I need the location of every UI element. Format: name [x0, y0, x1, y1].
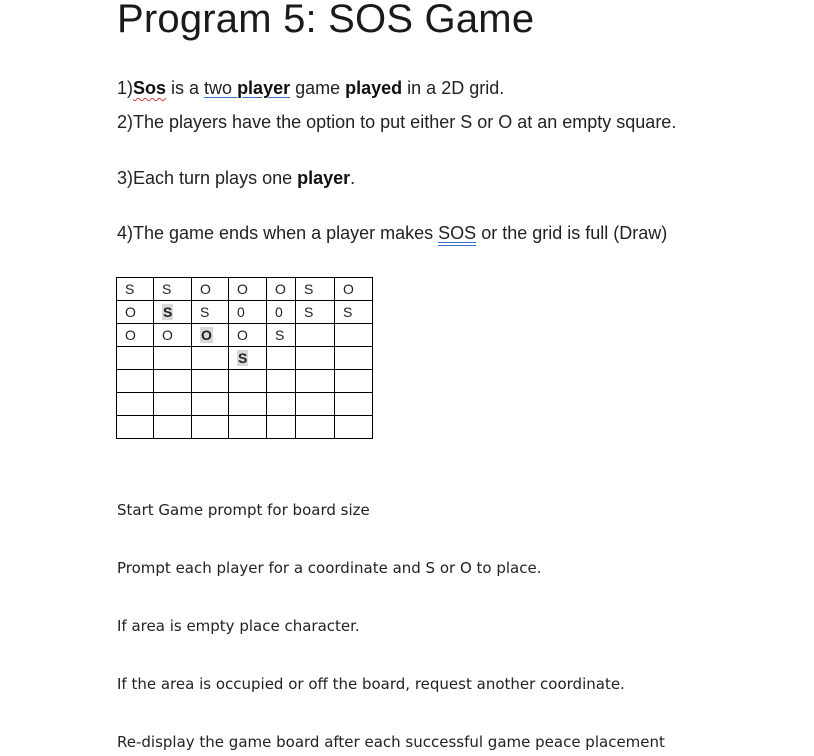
board-cell — [229, 347, 267, 370]
board-cell — [154, 370, 192, 393]
rule-4-sos: SOS — [438, 223, 477, 243]
rule-2: 2)The players have the option to put either S or O at an empty square. — [117, 112, 677, 132]
board-cell — [335, 301, 373, 324]
board-cell — [335, 416, 373, 439]
board-cell — [335, 393, 373, 416]
rule-1-player: player — [237, 78, 291, 98]
rule-1-text-a: is a — [166, 78, 205, 98]
board-cell — [117, 416, 154, 439]
board-cell — [192, 324, 229, 347]
board-cell — [296, 416, 335, 439]
board-cell — [154, 301, 192, 324]
page-title: Program 5: SOS Game — [117, 0, 535, 41]
board-cell — [117, 301, 154, 324]
board-cell — [154, 347, 192, 370]
rule-4 — [117, 222, 667, 244]
board-cell — [267, 347, 296, 370]
board-cell-value: S — [343, 304, 353, 320]
board-cell — [117, 347, 154, 370]
board-cell-value: 0 — [237, 304, 245, 320]
board-cell — [267, 278, 296, 301]
board-row — [117, 370, 373, 393]
board-cell — [192, 301, 229, 324]
board-cell-value: O — [125, 304, 136, 320]
board-cell — [296, 278, 335, 301]
board-cell — [335, 278, 373, 301]
board-cell — [267, 393, 296, 416]
board-cell — [229, 301, 267, 324]
board-cell — [296, 393, 335, 416]
board-cell-value: O — [200, 281, 211, 297]
board-cell-value: S — [304, 281, 314, 297]
rule-1-text-c: in a 2D grid. — [402, 78, 505, 98]
board-cell — [335, 347, 373, 370]
board-row — [117, 416, 373, 439]
board-cell — [192, 393, 229, 416]
board-cell — [154, 278, 192, 301]
board-cell — [296, 347, 335, 370]
rule-3-text-b: . — [350, 168, 356, 188]
board-row — [117, 347, 373, 370]
board-cell — [117, 278, 154, 301]
board-cell — [117, 324, 154, 347]
board-row — [117, 278, 373, 301]
instruction-occupied-area: If the area is occupied or off the board, request another coordinate. — [117, 675, 625, 693]
board-cell-value: O — [343, 281, 354, 297]
board-cell — [192, 370, 229, 393]
board-cell — [154, 393, 192, 416]
board-row — [117, 301, 373, 324]
board-cell — [267, 416, 296, 439]
board-cell-value: O — [125, 327, 136, 343]
board-cell — [335, 324, 373, 347]
rule-1 — [117, 77, 504, 99]
board-cell-value: O — [237, 281, 248, 297]
board-cell-value: O — [162, 327, 173, 343]
rule-1-num: 1) — [117, 78, 134, 98]
rule-3-player: player — [297, 168, 351, 188]
rule-4-text-b: or the grid is full (Draw) — [476, 223, 668, 243]
instruction-prompt-player: Prompt each player for a coordinate and S or O to place. — [117, 559, 542, 577]
board-cell — [117, 393, 154, 416]
board-cell — [267, 324, 296, 347]
board-cell-value: S — [163, 304, 173, 320]
board-cell — [229, 370, 267, 393]
board-row — [117, 324, 373, 347]
board-cell-value: S — [125, 281, 135, 297]
board-cell — [335, 370, 373, 393]
board-cell-value: S — [162, 281, 172, 297]
board-cell — [229, 393, 267, 416]
board-cell — [296, 324, 335, 347]
board-cell-value: S — [304, 304, 314, 320]
rule-4-text-a: 4)The game ends when a player makes — [117, 223, 439, 243]
board-cell-value: S — [275, 327, 285, 343]
board-cell — [192, 416, 229, 439]
board-cell — [229, 324, 267, 347]
board-cell — [192, 278, 229, 301]
board-cell — [267, 370, 296, 393]
board-cell — [296, 370, 335, 393]
rule-1-played: played — [345, 78, 403, 98]
instruction-redisplay: Re-display the game board after each successful game peace placement — [117, 733, 665, 751]
board-row — [117, 393, 373, 416]
board-cell-value: O — [237, 327, 248, 343]
instruction-start-game: Start Game prompt for board size — [117, 501, 370, 519]
rule-3 — [117, 167, 355, 189]
board-cell — [117, 370, 154, 393]
game-board-table — [116, 277, 373, 439]
board-cell — [154, 324, 192, 347]
board-cell — [229, 416, 267, 439]
rule-1-text-b: game — [290, 78, 346, 98]
board-cell-value: S — [238, 350, 248, 366]
board-cell — [296, 301, 335, 324]
board-cell-value: S — [200, 304, 210, 320]
board-cell-value: O — [201, 327, 212, 343]
board-cell — [154, 416, 192, 439]
rule-1-two: two — [204, 78, 238, 98]
instruction-empty-area: If area is empty place character. — [117, 617, 360, 635]
board-cell — [267, 301, 296, 324]
rule-3-text-a: 3)Each turn plays one — [117, 168, 298, 188]
rule-1-sos: Sos — [133, 78, 167, 98]
board-cell-value: 0 — [275, 304, 283, 320]
board-cell — [192, 347, 229, 370]
board-cell — [229, 278, 267, 301]
board-cell-value: O — [275, 281, 286, 297]
